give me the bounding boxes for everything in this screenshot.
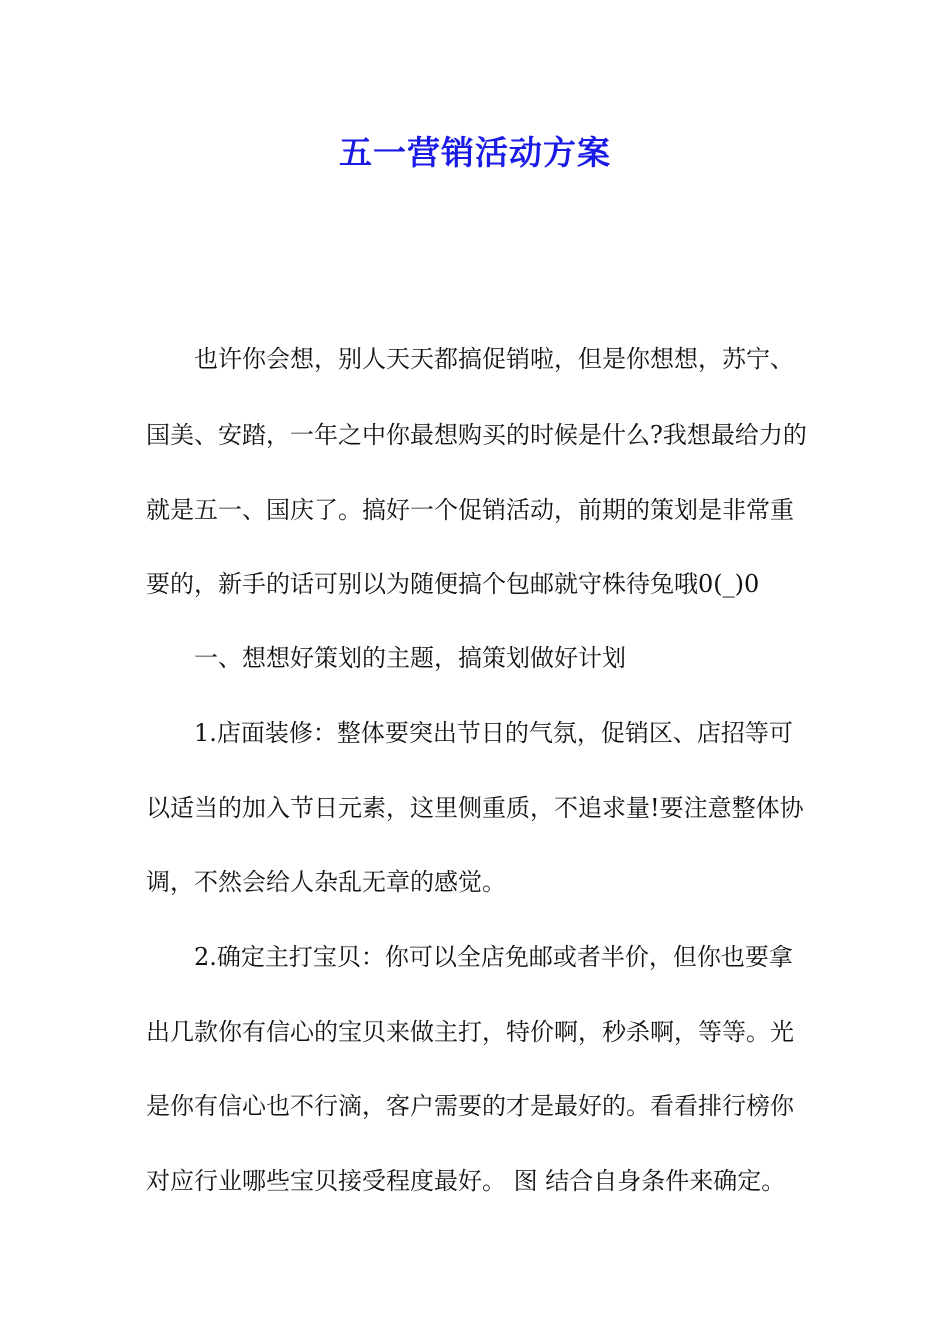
section-heading: 一、想想好策划的主题，搞策划做好计划 bbox=[194, 644, 626, 672]
paragraph-line: 1.店面装修：整体要突出节日的气氛，促销区、店招等可 bbox=[194, 719, 793, 747]
paragraph-line: 2.确定主打宝贝：你可以全店免邮或者半价，但你也要拿 bbox=[194, 943, 793, 971]
paragraph-line: 对应行业哪些宝贝接受程度最好。 图 结合自身条件来确定。 bbox=[146, 1167, 786, 1195]
paragraph-line: 出几款你有信心的宝贝来做主打，特价啊，秒杀啊，等等。光 bbox=[146, 1018, 794, 1046]
paragraph-line: 调，不然会给人杂乱无章的感觉。 bbox=[146, 868, 506, 896]
paragraph-line: 要的，新手的话可别以为随便搞个包邮就守株待兔哦0(_)0 bbox=[146, 570, 760, 598]
document-title: 五一营销活动方案 bbox=[339, 133, 611, 172]
paragraph-line: 国美、安踏，一年之中你最想购买的时候是什么?我想最给力的 bbox=[146, 421, 807, 449]
paragraph-line: 也许你会想，别人天天都搞促销啦，但是你想想，苏宁、 bbox=[194, 345, 794, 373]
paragraph-line: 就是五一、国庆了。搞好一个促销活动，前期的策划是非常重 bbox=[146, 496, 794, 524]
document-body bbox=[146, 0, 818, 1344]
paragraph-line: 是你有信心也不行滴，客户需要的才是最好的。看看排行榜你 bbox=[146, 1092, 794, 1120]
paragraph-line: 以适当的加入节日元素，这里侧重质，不追求量!要注意整体协 bbox=[146, 794, 804, 822]
